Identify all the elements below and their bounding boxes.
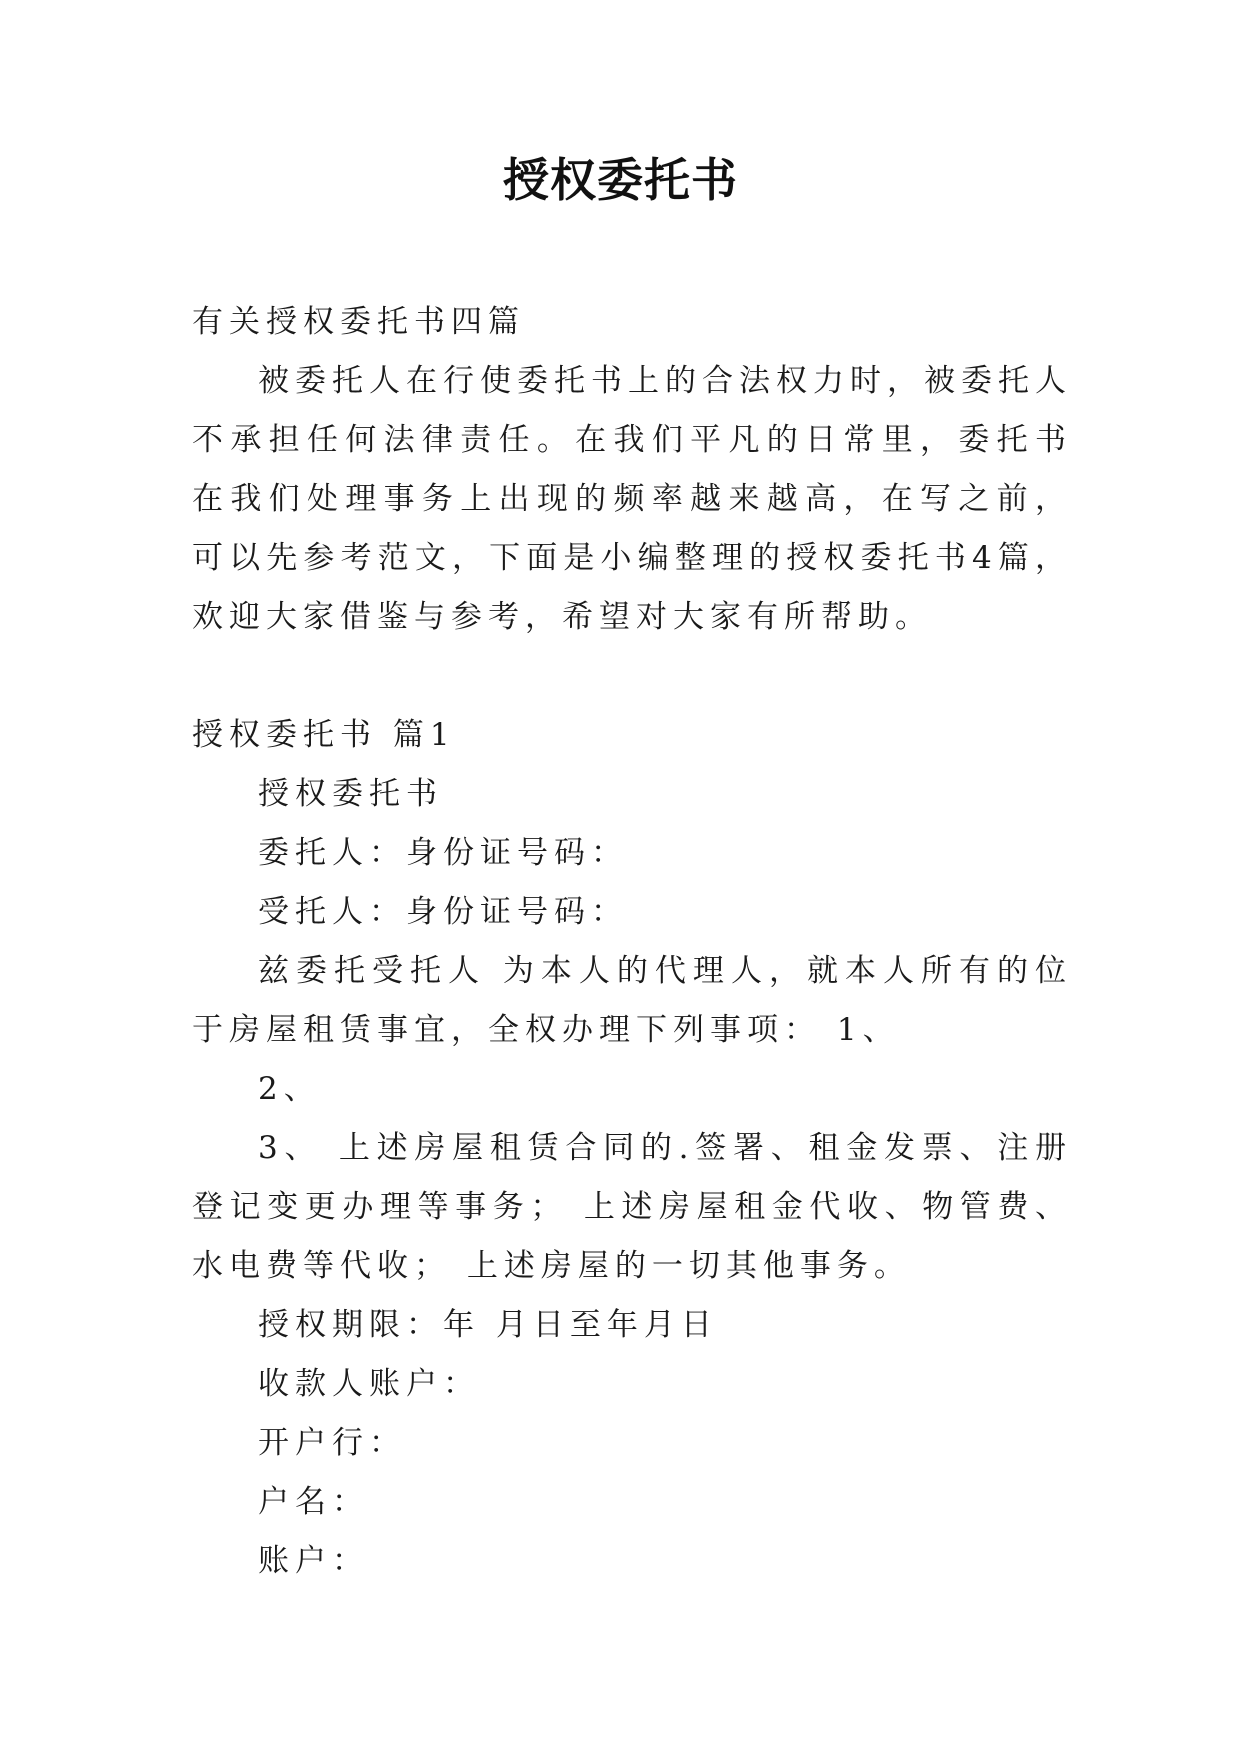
agent-line: 受托人：身份证号码： (258, 894, 628, 930)
clause-paragraph: 兹委托受托人 为本人的代理人，就本人所有的位于房屋租赁事宜，全权办理下列事项： 1、 (192, 953, 1072, 1048)
account-number-line: 账户： (258, 1543, 369, 1579)
account-name-line: 户名： (258, 1484, 369, 1520)
section-doc-title: 授权委托书 (258, 776, 443, 812)
payee-account-line: 收款人账户： (258, 1366, 480, 1402)
document-subtitle: 有关授权委托书四篇 (192, 304, 525, 340)
bank-line: 开户行： (258, 1425, 406, 1461)
page-title: 授权委托书 (503, 153, 738, 207)
spacer (192, 647, 1072, 706)
section-heading: 授权委托书 篇1 (192, 717, 456, 753)
item-2: 2、 (258, 1071, 321, 1107)
authorization-period: 授权期限：年 月日至年月日 (258, 1307, 718, 1343)
principal-line: 委托人：身份证号码： (258, 835, 628, 871)
document-body (192, 293, 1072, 1591)
intro-paragraph: 被委托人在行使委托书上的合法权力时，被委托人不承担任何法律责任。在我们平凡的日常里，委托书在我们处理事务上出现的频率越来越高，在写之前，可以先参考范文，下面是小编整理的授权委托书4篇，欢迎大家借鉴与参考，希望对大家有所帮助。 (192, 363, 1072, 635)
item-3-paragraph: 3、 上述房屋租赁合同的.签署、租金发票、注册登记变更办理等事务； 上述房屋租金代收、物管费、水电费等代收； 上述房屋的一切其他事务。 (192, 1130, 1072, 1284)
